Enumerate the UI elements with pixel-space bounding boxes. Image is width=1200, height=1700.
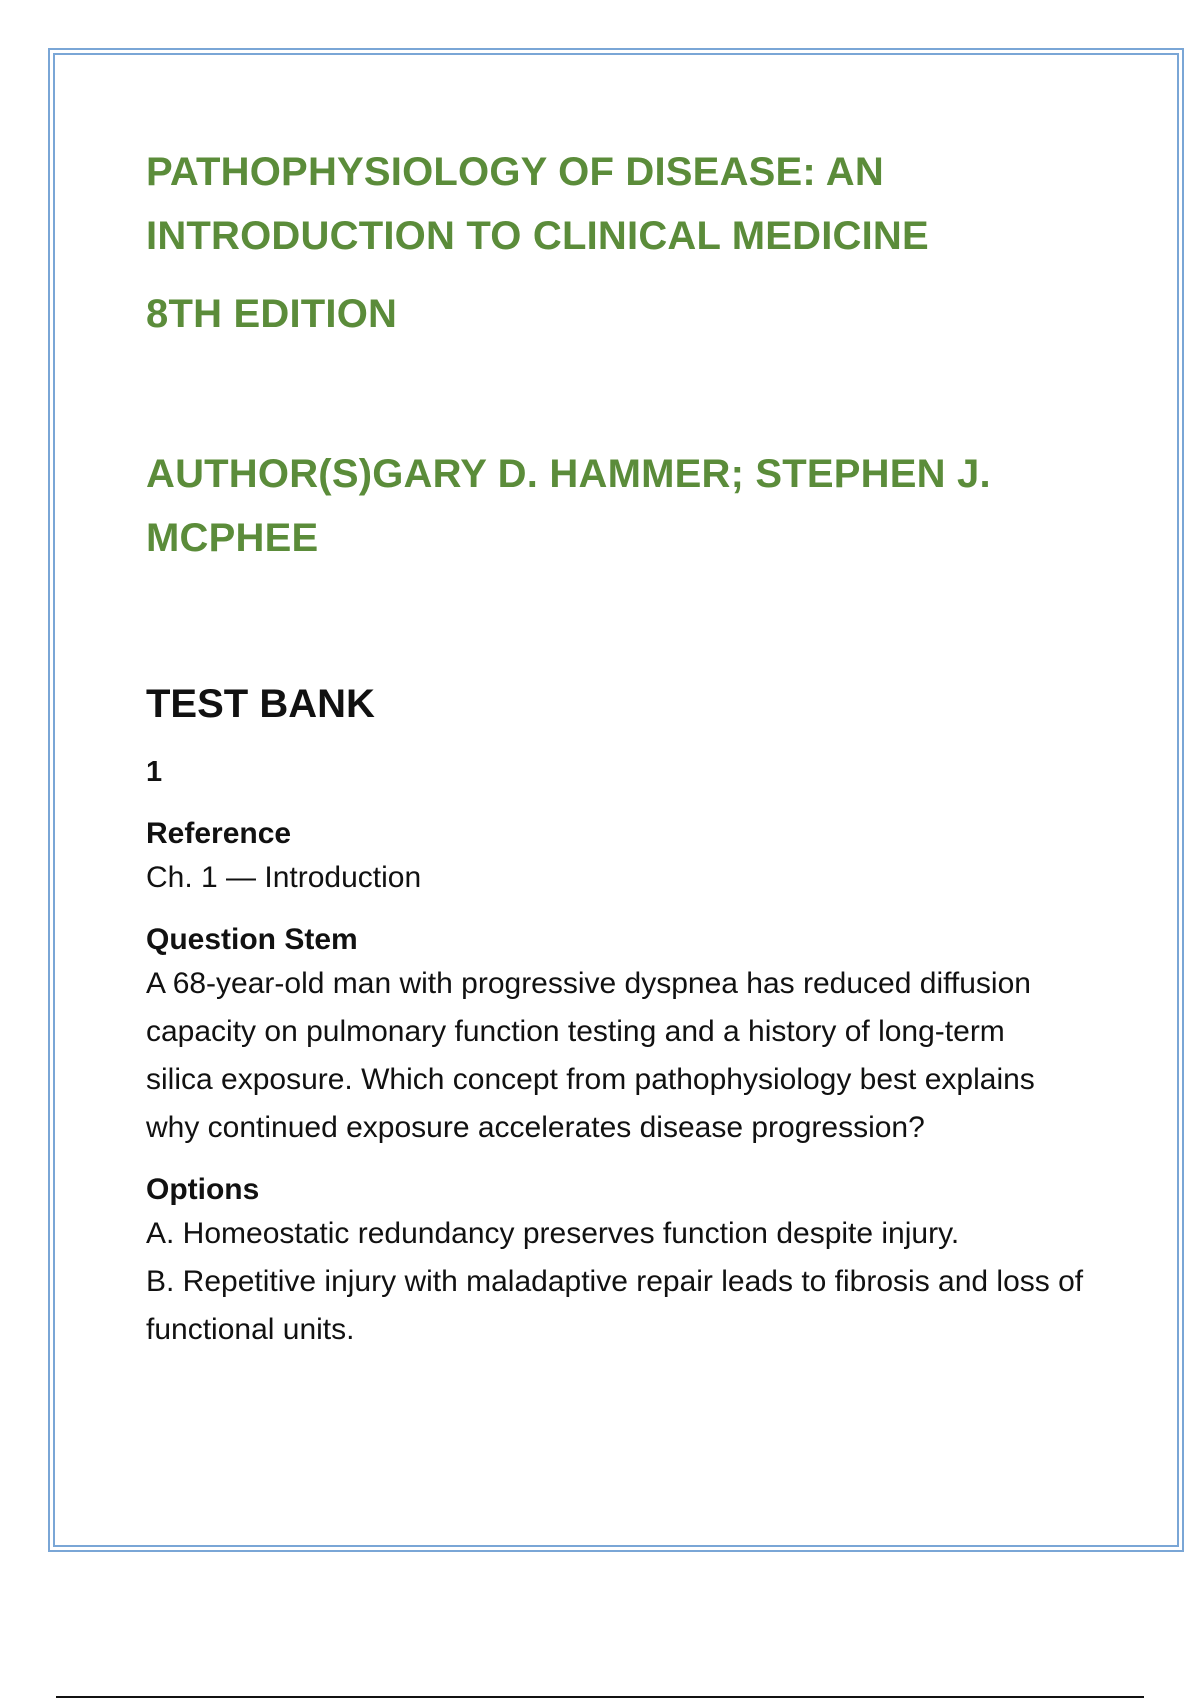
option-a: A. Homeostatic redundancy preserves function despite injury. [146,1217,960,1250]
book-title-line-1: PATHOPHYSIOLOGY OF DISEASE: AN [146,150,884,194]
edition-label: 8TH EDITION [146,292,398,336]
section-heading-test-bank: TEST BANK [146,682,375,726]
footer-divider [56,1696,1144,1698]
options-section [146,1170,1126,1354]
reference-section [146,814,1126,902]
question-number: 1 [146,756,163,788]
question-stem-section [146,920,1126,1152]
reference-text: Ch. 1 — Introduction [146,861,422,894]
authors-line-1: AUTHOR(S)GARY D. HAMMER; STEPHEN J. [146,452,991,496]
question-stem-text: A 68-year-old man with progressive dyspnea has reduced diffusion capacity on pulmonary function testing and a history of long-term silica exposure. Which concept from pathophysiology best explains why continued exposure accelerates disease progression? [146,967,1035,1144]
reference-label: Reference [146,817,292,850]
question-stem-label: Question Stem [146,923,358,956]
options-label: Options [146,1173,260,1206]
option-b: B. Repetitive injury with maladaptive repair leads to fibrosis and loss of functional units. [146,1265,1084,1346]
book-title-line-2: INTRODUCTION TO CLINICAL MEDICINE [146,214,929,258]
document-body [146,140,1126,1354]
authors-line-2: MCPHEE [146,516,319,560]
